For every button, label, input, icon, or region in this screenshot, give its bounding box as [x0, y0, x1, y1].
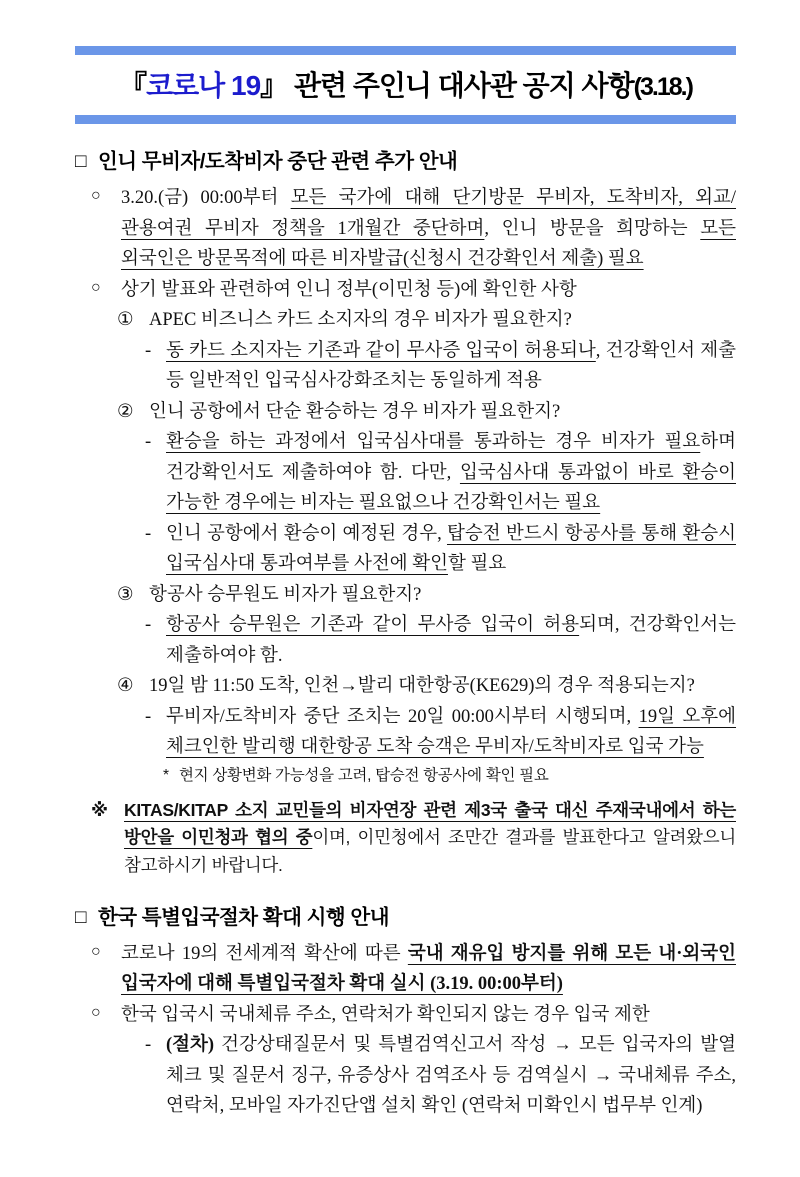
notice-item: [75, 183, 736, 275]
notice-text: 19일 오후에 체크인한 발리행 대한항공 도착 승객은 무비자/도착비자로 입국 가능: [166, 706, 737, 758]
notice-text: APEC 비즈니스 카드 소지자의 경우 비자가 필요한지?: [149, 310, 572, 331]
notice-text: (절차): [166, 1035, 222, 1056]
bullet-marker: ※: [91, 799, 108, 820]
section-heading: [75, 900, 736, 930]
section-heading-text: 한국 특별입국절차 확대 시행 안내: [97, 905, 390, 929]
bullet-marker: ○: [91, 278, 101, 296]
notice-text: 이며, 이민청에서 조만간 결과를 발표한다고 알려왔으니 참고하시기 바랍니다.: [124, 827, 736, 875]
notice-text: 한국 입국시 국내체류 주소, 연락처가 확인되지 않는 경우 입국 제한: [121, 1004, 650, 1025]
notice-item: [75, 275, 736, 306]
notice-text: 환승을 하는 과정에서 입국심사대를 통과하는 경우 비자가 필요: [166, 432, 701, 453]
bullet-marker: ②: [117, 401, 134, 422]
notice-item: [75, 764, 736, 789]
bullet-marker: -: [145, 706, 152, 727]
notice-text: 3.20.(금) 00:00부터: [121, 188, 291, 208]
notice-item: [75, 1000, 736, 1031]
notice-text: 상기 발표와 관련하여 인니 정부(이민청 등)에 확인한 사항: [121, 279, 577, 300]
bullet-marker: -: [145, 615, 152, 636]
notice-text: , 인니 방문을 희망하는: [484, 218, 701, 239]
title-bracket-open: 『: [119, 70, 147, 101]
bullet-marker: -: [145, 340, 152, 361]
title-bracket-close: 』: [260, 70, 288, 101]
notice-item: [75, 580, 736, 611]
title-date: (3.18.): [633, 73, 692, 101]
notice-text: 코로나 19의 전세계적 확산에 따른: [121, 943, 408, 964]
notice-item: [75, 1030, 736, 1122]
notice-text: 인니 공항에서 환승이 예정된 경우,: [166, 523, 447, 544]
section-heading-text: 인니 무비자/도착비자 중단 관련 추가 안내: [97, 150, 458, 173]
square-bullet-icon: □: [75, 906, 86, 928]
notice-text: 모든 국가에 대해 단기방문 무비자, 도착비자, 외교/관용여권 무비자 정책을 1개월간 중단하며: [121, 188, 737, 239]
notice-item: [75, 797, 736, 880]
notice-text: 모든 외국인은 방문목적에 따른 비자발급(신청시 건강확인서 제출) 필요: [121, 218, 736, 270]
bullet-marker: ④: [117, 676, 134, 697]
title-highlight: 코로나 19: [146, 70, 261, 101]
notice-text: 탑승전 반드시 항공사를 통해 환승시 입국심사대 통과여부를 사전에 확인: [166, 523, 736, 575]
bullet-marker: -: [145, 1035, 152, 1056]
notice-text: 되며, 건강확인서는 제출하여야 함.: [166, 615, 737, 666]
notice-item: [75, 939, 736, 1000]
title-rest: 관련 주인니 대사관 공지 사항: [287, 70, 634, 101]
notice-header: [75, 46, 736, 124]
square-bullet-icon: □: [75, 151, 86, 172]
bullet-marker: -: [145, 523, 152, 544]
notice-item: [75, 336, 736, 397]
notice-text: 무비자/도착비자 중단 조치는 20일 00:00시부터 시행되며,: [166, 706, 639, 727]
page-title: [75, 55, 736, 115]
notice-text: 국내 재유입 방지를 위해 모든 내·외국인 입국자에 대해 특별입국절차 확대 실시 (3.19. 00:00부터): [121, 943, 736, 995]
document-body: [75, 144, 736, 1122]
header-top-bar: [75, 46, 736, 55]
notice-text: 인니 공항에서 단순 환승하는 경우 비자가 필요한지?: [149, 401, 561, 422]
notice-text: 19일 밤 11:50 도착, 인천→발리 대한항공(KE629)의 경우 적용되는지?: [149, 676, 695, 697]
bullet-marker: *: [163, 766, 169, 784]
notice-text: 입국심사대 통과없이 바로 환승이 가능한 경우에는 비자는 필요없으나 건강확인서는 필요: [166, 462, 736, 514]
section-heading: [75, 144, 736, 174]
notice-item: [75, 427, 736, 519]
bullet-marker: ③: [117, 584, 134, 605]
bullet-marker: ○: [91, 942, 101, 960]
notice-item: [75, 702, 736, 763]
notice-section-1: [75, 144, 736, 880]
notice-item: [75, 610, 736, 671]
bullet-marker: ①: [117, 310, 134, 331]
notice-item: [75, 519, 736, 580]
notice-text: 할 필요: [447, 554, 507, 575]
notice-text: 항공사 승무원도 비자가 필요한지?: [149, 584, 422, 605]
bullet-marker: ○: [91, 1003, 101, 1021]
notice-text: 현지 상황변화 가능성을 고려, 탑승전 항공사에 확인 필요: [179, 766, 549, 784]
notice-item: [75, 671, 736, 702]
notice-item: [75, 397, 736, 428]
bullet-marker: -: [145, 432, 152, 453]
notice-text: 동 카드 소지자는 기존과 같이 무사증 입국이 허용되나: [166, 340, 596, 361]
notice-text: , 건강확인서 제출 등 일반적인 입국심사강화조치는 동일하게 적용: [166, 340, 736, 392]
notice-section-2: [75, 900, 736, 1122]
header-bottom-bar: [75, 115, 736, 124]
notice-text: 하며 건강확인서도 제출하여야 함. 다만,: [166, 432, 736, 483]
notice-text: KITAS/KITAP 소지 교민들의 비자연장 관련 제3국 출국 대신 주재국내에서 하는 방안을 이민청과 협의 중: [124, 799, 736, 848]
notice-text: 항공사 승무원은 기존과 같이 무사증 입국이 허용: [166, 615, 580, 636]
notice-item: [75, 305, 736, 336]
notice-text: 건강상태질문서 및 특별검역신고서 작성 → 모든 입국자의 발열 체크 및 질문서 징구, 유증상사 검역조사 등 검역실시 → 국내체류 주소, 연락처, 모바일 자가진단앱 설치 확인 (연락처 미확인시 법무부 인계): [166, 1035, 736, 1117]
bullet-marker: ○: [91, 187, 101, 204]
